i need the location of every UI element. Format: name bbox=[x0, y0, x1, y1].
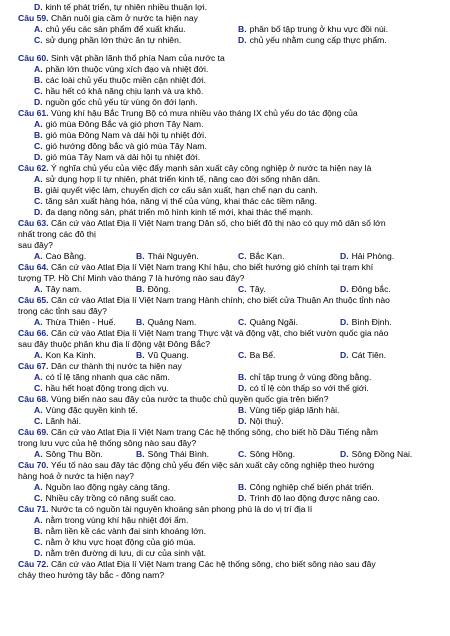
option-c[interactable]: C. tăng sản xuất hàng hóa, nâng vị thế của vùng, khai thác các tiềm năng. bbox=[34, 196, 317, 206]
option-c[interactable]: C. Ba Bể. bbox=[238, 350, 276, 360]
option-a[interactable]: A. nằm trong vùng khí hậu nhiệt đới ẩm. bbox=[34, 515, 189, 525]
question-69: Câu 69. Căn cứ vào Atlat Địa lí Việt Nam trang Các hệ thống sông, cho biết hồ Dầu Tiếng nằm bbox=[18, 427, 379, 437]
options-row bbox=[18, 350, 442, 361]
option-d[interactable]: D. Nội thuỷ. bbox=[238, 416, 284, 426]
question-60: Câu 60. Sinh vật phần lãnh thổ phía Nam của nước ta bbox=[18, 53, 225, 63]
option-b[interactable]: B. Vũ Quang. bbox=[136, 350, 189, 360]
option-a[interactable]: A. Cao Bằng. bbox=[34, 251, 87, 261]
option-a[interactable]: A. Sông Thu Bồn. bbox=[34, 449, 103, 459]
option-c[interactable]: C. nằm ở khu vực hoạt động của gió mùa. bbox=[34, 537, 196, 547]
option-d[interactable]: D. nằm trên đường di lưu, di cư của sinh vật. bbox=[34, 548, 207, 558]
option-d[interactable]: D. có tỉ lệ còn thấp so với thế giới. bbox=[238, 383, 369, 393]
question-63: Câu 63. Căn cứ vào Atlat Địa lí Việt Nam trang Dân số, cho biết đô thị nào có quy mô dân số lớn bbox=[18, 218, 386, 228]
options-row bbox=[18, 284, 442, 295]
question-66: Câu 66. Căn cứ vào Atlat Địa lí Việt Nam trang Thực vật và động vật, cho biết vườn quốc gia nào bbox=[18, 328, 389, 338]
options-row bbox=[18, 416, 442, 427]
options-row bbox=[18, 372, 442, 383]
option-c[interactable]: C. gió hướng đông bắc và gió mùa Tây Nam. bbox=[34, 141, 207, 151]
options-row bbox=[18, 383, 442, 394]
question-63-line2: nhất trong các đô thị bbox=[18, 229, 96, 239]
option-b[interactable]: B. Thái Nguyên. bbox=[136, 251, 199, 261]
options-row bbox=[18, 493, 442, 504]
question-70-line2: hàng hoá ở nước ta hiện nay? bbox=[18, 471, 134, 481]
option-b[interactable]: B. Sông Thái Bình. bbox=[136, 449, 210, 459]
option-c[interactable]: C. Lãnh hải. bbox=[34, 416, 81, 426]
options-row bbox=[18, 24, 442, 35]
options-row bbox=[18, 449, 442, 460]
option-b[interactable]: B. gió mùa Đông Nam và dải hội tụ nhiệt đới. bbox=[34, 130, 207, 140]
option-c[interactable]: C. sử dụng phần lớn thức ăn tự nhiên. bbox=[34, 35, 182, 45]
options-row bbox=[18, 251, 442, 262]
option-c[interactable]: C. Bắc Kạn. bbox=[238, 251, 285, 261]
option-c[interactable]: C. Sông Hồng. bbox=[238, 449, 295, 459]
question-64-line2: tượng TP. Hồ Chí Minh vào tháng 7 là hướng nào sau đây? bbox=[18, 273, 245, 283]
option-d[interactable]: D. chủ yếu nhằm cung cấp thực phẩm. bbox=[238, 35, 387, 45]
option-d-q58: D. kinh tế phát triển, tự nhiên nhiều thuận lợi. bbox=[34, 2, 207, 12]
question-68: Câu 68. Vùng biển nào sau đây của nước ta thuộc chủ quyền quốc gia trên biển? bbox=[18, 394, 329, 404]
option-c[interactable]: C. hầu hết hoạt động trong dịch vụ. bbox=[34, 383, 169, 393]
option-c[interactable]: C. Quảng Ngãi. bbox=[238, 317, 298, 327]
option-a[interactable]: A. chủ yếu các sản phẩm để xuất khẩu. bbox=[34, 24, 186, 34]
option-d[interactable]: D. đa dạng nông sản, phát triển mô hình kinh tế mới, khai thác thế mạnh. bbox=[34, 207, 314, 217]
option-b[interactable]: B. giải quyết việc làm, chuyển dịch cơ cấu sản xuất, hạn chế nạn du canh. bbox=[34, 185, 318, 195]
option-d[interactable]: D. gió mùa Tây Nam và dải hội tụ nhiệt đới. bbox=[34, 152, 201, 162]
option-a[interactable]: A. có tỉ lệ tăng nhanh qua các năm. bbox=[34, 372, 170, 382]
options-row bbox=[18, 35, 442, 46]
option-a[interactable]: A. phần lớn thuộc vùng xích đạo và nhiệt đới. bbox=[34, 64, 209, 74]
option-b[interactable]: B. Đông. bbox=[136, 284, 171, 294]
option-a[interactable]: A. sử dụng hợp lí tự nhiên, phát triển kinh tế, nâng cao đời sống nhân dân. bbox=[34, 174, 321, 184]
option-c[interactable]: C. Tây. bbox=[238, 284, 266, 294]
option-b[interactable]: B. chỉ tập trung ở vùng đồng bằng. bbox=[238, 372, 372, 382]
question-70: Câu 70. Yếu tố nào sau đây tác động chủ yếu đến việc sản xuất cây công nghiệp theo hướng bbox=[18, 460, 375, 470]
question-62: Câu 62. Ý nghĩa chủ yếu của việc đẩy mạnh sản xuất cây công nghiệp ở nước ta hiện nay là bbox=[18, 163, 372, 173]
question-71: Câu 71. Nước ta có nguồn tài nguyên khoáng sản phong phú là do vị trí địa lí bbox=[18, 504, 313, 514]
option-b[interactable]: B. phân bố tập trung ở khu vực đồi núi. bbox=[238, 24, 389, 34]
option-b[interactable]: B. Vùng tiếp giáp lãnh hải. bbox=[238, 405, 340, 415]
option-a[interactable]: A. gió mùa Đông Bắc và gió phơn Tây Nam. bbox=[34, 119, 204, 129]
spacer bbox=[18, 46, 442, 53]
option-a[interactable]: A. Thừa Thiên - Huế. bbox=[34, 317, 116, 327]
exam-page bbox=[18, 2, 442, 581]
options-row bbox=[18, 482, 442, 493]
question-64: Câu 64. Căn cứ vào Atlat Địa lí Việt Nam trang Khí hậu, cho biết hướng gió chính tại trạm khí bbox=[18, 262, 374, 272]
options-row bbox=[18, 317, 442, 328]
option-d[interactable]: D. Sông Đồng Nai. bbox=[340, 449, 413, 459]
option-a[interactable]: A. Tây nam. bbox=[34, 284, 82, 294]
option-b[interactable]: B. Công nghiệp chế biến phát triển. bbox=[238, 482, 374, 492]
question-65: Câu 65. Căn cứ vào Atlat Địa lí Việt Nam trang Hành chính, cho biết cửa Thuận An thuộc tỉnh nào bbox=[18, 295, 390, 305]
question-59: Câu 59. Chăn nuôi gia cầm ở nước ta hiện nay bbox=[18, 13, 198, 23]
question-61: Câu 61. Vùng khí hậu Bắc Trung Bộ có mưa nhiều vào tháng IX chủ yếu do tác động của bbox=[18, 108, 358, 118]
question-72: Câu 72. Căn cứ vào Atlat Địa lí Việt Nam trang Các hệ thống sông, cho biết sông nào sau đây bbox=[18, 559, 376, 569]
option-d[interactable]: D. Hải Phòng. bbox=[340, 251, 395, 261]
question-65-line2: trong các tỉnh sau đây? bbox=[18, 306, 107, 316]
option-c[interactable]: C. Nhiều cây trồng có năng suất cao. bbox=[34, 493, 177, 503]
question-63-line3: sau đây? bbox=[18, 240, 53, 250]
option-d[interactable]: D. Trình độ lao động được nâng cao. bbox=[238, 493, 380, 503]
question-72-line2: chảy theo hướng tây bắc - đông nam? bbox=[18, 570, 165, 580]
option-b[interactable]: B. Quảng Nam. bbox=[136, 317, 197, 327]
option-d[interactable]: D. Đông bắc. bbox=[340, 284, 391, 294]
option-a[interactable]: A. Vùng đặc quyền kinh tế. bbox=[34, 405, 138, 415]
option-b[interactable]: B. các loài chủ yếu thuộc miền cận nhiệt đới. bbox=[34, 75, 207, 85]
option-d[interactable]: D. nguồn gốc chủ yếu từ vùng ôn đới lạnh. bbox=[34, 97, 198, 107]
option-d[interactable]: D. Cát Tiên. bbox=[340, 350, 386, 360]
question-66-line2: sau đây thuộc phân khu địa lí động vật Đông Bắc? bbox=[18, 339, 211, 349]
options-row bbox=[18, 405, 442, 416]
question-69-line2: trong lưu vực của hệ thống sông nào sau đây? bbox=[18, 438, 197, 448]
question-67: Câu 67. Dân cư thành thị nước ta hiện nay bbox=[18, 361, 182, 371]
option-a[interactable]: A. Kon Ka Kinh. bbox=[34, 350, 96, 360]
option-d[interactable]: D. Bình Định. bbox=[340, 317, 392, 327]
option-b[interactable]: B. nằm liền kề các vành đai sinh khoáng lớn. bbox=[34, 526, 207, 536]
option-c[interactable]: C. hầu hết có khả năng chịu lạnh và ưa khô. bbox=[34, 86, 204, 96]
option-a[interactable]: A. Nguồn lao động ngày càng tăng. bbox=[34, 482, 170, 492]
